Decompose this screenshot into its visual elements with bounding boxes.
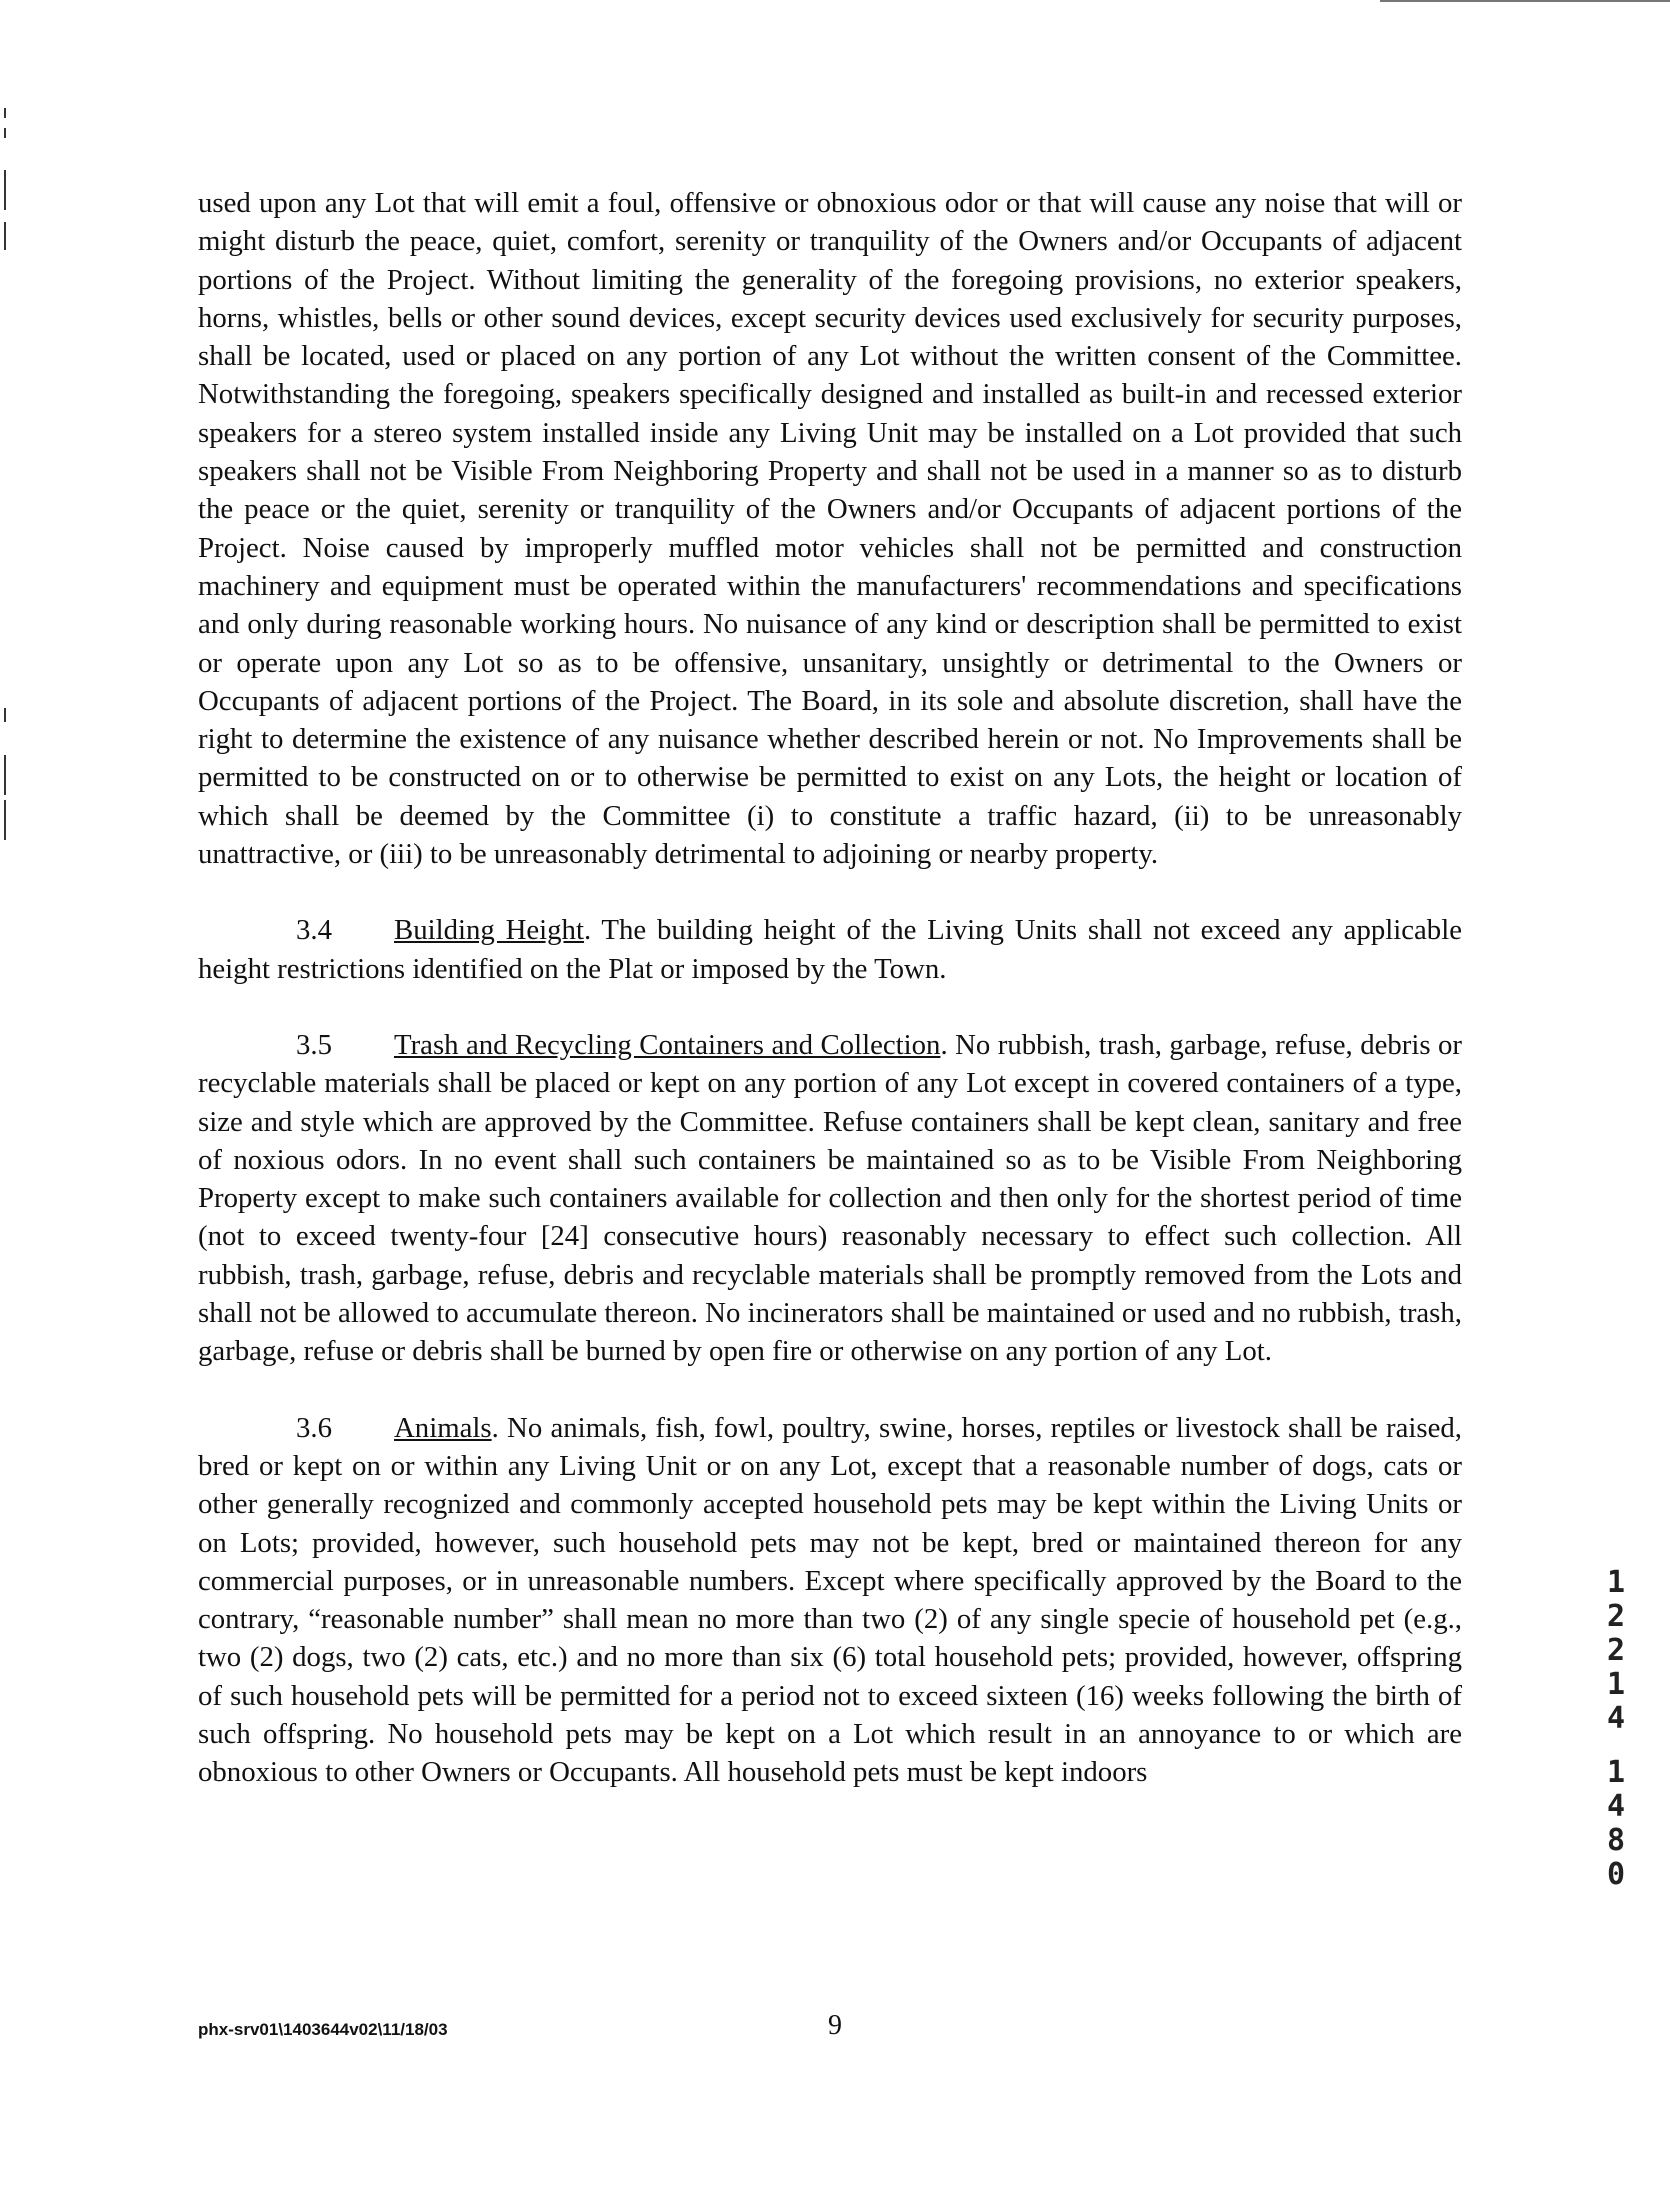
- recording-digit: 1: [1606, 1755, 1626, 1790]
- section-title: Animals: [394, 1411, 492, 1444]
- section-3-5: [198, 1026, 1462, 1371]
- margin-mark: [4, 170, 6, 210]
- footer-document-code: phx-srv01\1403644v02\11/18/03: [198, 2020, 448, 2039]
- recording-digit: 4: [1606, 1789, 1626, 1824]
- margin-mark: [4, 800, 6, 840]
- section-number: 3.4: [296, 914, 332, 947]
- section-number: 3.6: [296, 1411, 332, 1444]
- recording-digit: 1: [1606, 1565, 1626, 1600]
- section-text: . No animals, fish, fowl, poultry, swine, horses, reptiles or livestock shall be raised, bred or kept on or within any Living Unit or on any Lot, except that a reasonable number of dogs, cats or other generally recognized and commonly accepted household pets may be kept within the Living Units or on Lots; provided, however, such household pets may not be kept, bred or maintained thereon for any commercial purposes, or in unreasonable numbers. Except where specifically approved by the Board to the contrary, “reasonable number” shall mean no more than two (2) of any single specie of household pet (e.g., two (2) dogs, two (2) cats, etc.) and no more than six (6) total household pets; provided, however, offspring of such household pets will be permitted for a period not to exceed sixteen (16) weeks following the birth of such offspring. No household pets may be kept on a Lot which result in an annoyance to or which are obnoxious to other Owners or Occupants. All household pets must be kept indoors: [198, 1411, 1462, 1789]
- section-title: Building Height: [394, 914, 584, 947]
- recording-digit: 0: [1606, 1857, 1626, 1892]
- margin-mark: [4, 755, 6, 795]
- section-title: Trash and Recycling Containers and Collection: [394, 1028, 941, 1061]
- section-number: 3.5: [296, 1028, 332, 1061]
- section-text: . No rubbish, trash, garbage, refuse, debris or recyclable materials shall be placed or kept on any portion of any Lot except in covered containers of a type, size and style which are approved by the Committee. Refuse containers shall be kept clean, sanitary and free of noxious odors. In no event shall such containers be maintained so as to be Visible From Neighboring Property except to make such containers available for collection and then only for the shortest period of time (not to exceed twenty-four [24] consecutive hours) reasonably necessary to effect such collection. All rubbish, trash, garbage, refuse, debris and recyclable materials shall be promptly removed from the Lots and shall not be allowed to accumulate thereon. No incinerators shall be maintained or used and no rubbish, trash, garbage, refuse or debris shall be burned by open fire or otherwise on any portion of any Lot.: [198, 1028, 1463, 1368]
- continuation-paragraph: used upon any Lot that will emit a foul, offensive or obnoxious odor or that will cause any noise that will or might disturb the peace, quiet, comfort, serenity or tranquility of the Owners and/or Occupants of adjacent portions of the Project. Without limiting the generality of the foregoing provisions, no exterior speakers, horns, whistles, bells or other sound devices, except security devices used exclusively for security purposes, shall be located, used or placed on any portion of any Lot without the written consent of the Committee. Notwithstanding the foregoing, speakers specifically designed and installed as built-in and recessed exterior speakers for a stereo system installed inside any Living Unit may be installed on a Lot provided that such speakers shall not be Visible From Neighboring Property and shall not be used in a manner so as to disturb the peace or the quiet, serenity or tranquility of the Owners and/or Occupants of adjacent portions of the Project. Noise caused by improperly muffled motor vehicles shall not be permitted and construction machinery and equipment must be operated within the manufacturers' recommendations and specifications and only during reasonable working hours. No nuisance of any kind or description shall be permitted to exist or operate upon any Lot so as to be offensive, unsanitary, unsightly or detrimental to the Owners or Occupants of adjacent portions of the Project. The Board, in its sole and absolute discretion, shall have the right to determine the existence of any nuisance whether described herein or not. No Improvements shall be permitted to be constructed on or to otherwise be permitted to exist on any Lots, the height or location of which shall be deemed by the Committee (i) to constitute a traffic hazard, (ii) to be unreasonably unattractive, or (iii) to be unreasonably detrimental to adjoining or nearby property.: [198, 187, 1462, 871]
- margin-mark: [4, 108, 6, 118]
- document-body: [198, 184, 1462, 1792]
- recording-digit: 8: [1606, 1823, 1626, 1858]
- section-3-6: [198, 1409, 1462, 1792]
- recording-digit: 4: [1606, 1701, 1626, 1736]
- margin-mark: [4, 128, 6, 138]
- recording-digit: 2: [1606, 1599, 1626, 1634]
- top-edge-rule: [1380, 0, 1670, 2]
- digit-gap: [1596, 1736, 1636, 1756]
- page-number: 9: [828, 2010, 842, 2041]
- section-3-4: [198, 911, 1462, 988]
- section-text: . The building height of the Living Units shall not exceed any applicable height restrictions identified on the Plat or imposed by the Town.: [198, 914, 1462, 985]
- recording-digit: 2: [1606, 1633, 1626, 1668]
- recording-digit: 1: [1606, 1667, 1626, 1702]
- margin-mark: [4, 708, 6, 722]
- margin-mark: [4, 222, 6, 250]
- recording-number-stamp: [1596, 1566, 1636, 1892]
